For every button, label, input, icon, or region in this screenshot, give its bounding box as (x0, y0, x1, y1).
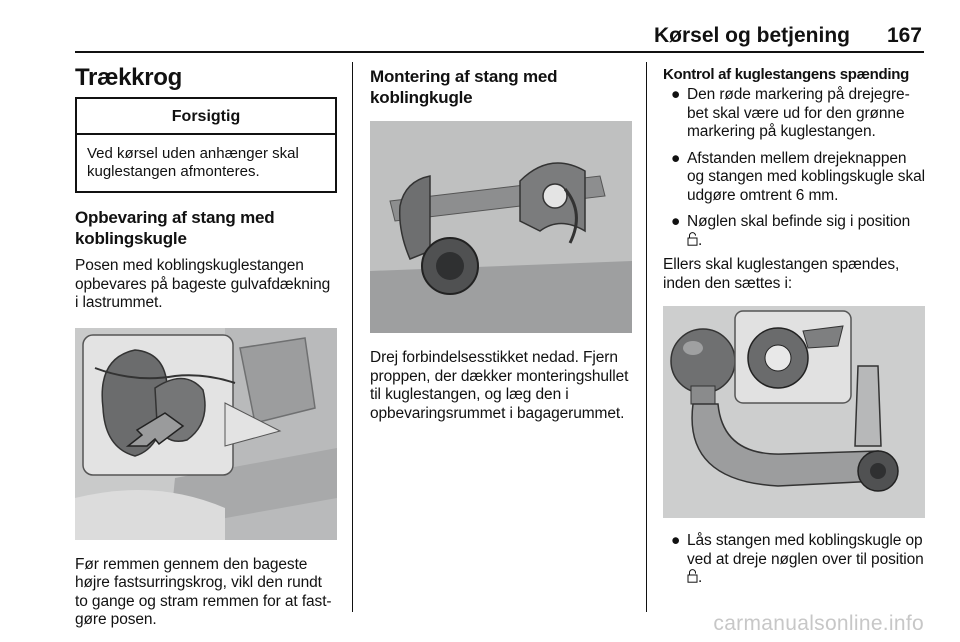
caution-title: Forsigtig (77, 99, 335, 135)
page-number: 167 (886, 24, 922, 47)
column-2 (370, 62, 632, 423)
mounting-text: Drej forbindelsesstikket nedad. Fjern proppen, der dækker monteringshullet til kuglestangen, og læg den i opbevaringsrummet i bagagerummet. (370, 349, 629, 422)
storage-heading: Opbevaring af stang med koblingskugle (75, 208, 275, 248)
list-item (663, 150, 925, 206)
lock-position-icon (687, 232, 698, 246)
bullet-dot-icon: ● (671, 149, 681, 167)
check-bullet-list (663, 86, 925, 250)
check-heading: Kontrol af kuglestangens spænding (663, 66, 909, 83)
caution-text: Ved kørsel uden anhænger skal kuglestangen afmonteres. (87, 145, 299, 180)
ball-rod-drawing (663, 306, 925, 518)
bullet-text: Den røde markering på drejegrebet skal være ud for den grønne markering på kuglestangen. (687, 86, 910, 140)
bullet-dot-icon: ● (671, 213, 681, 230)
connector-socket-illustration (370, 121, 632, 333)
lock-bullet-list (663, 532, 925, 588)
otherwise-text: Ellers skal kuglestangen spændes, inden den sættes i: (663, 256, 900, 292)
strap-instruction-text: Før remmen gennem den bageste højre fastsurringskrog, vikl den rundt to gange og stram remmen for at fastgøre posen. (75, 555, 332, 628)
storage-text: Posen med koblingskuglestangen opbevares på bageste gulvafdækning i lastrummet. (75, 257, 331, 311)
bullet-text: Lås stangen med koblingskugle op ved at dreje nøglen over til position (687, 532, 924, 568)
column-1 (75, 62, 337, 630)
caution-box (75, 97, 337, 193)
bullet-dot-icon: ● (671, 86, 681, 103)
connector-socket-drawing (370, 121, 632, 333)
bullet-text: Afstanden mellem drejeknappen og stangen med koblingskugle skal udgøre omtrent 6 mm. (687, 149, 925, 204)
section-title: Kørsel og betjening (653, 24, 850, 47)
ball-rod-illustration (663, 306, 925, 518)
bullet-text-end: . (698, 231, 703, 249)
list-item (663, 86, 925, 142)
list-item (663, 532, 925, 588)
mounting-heading: Montering af stang med koblingkugle (370, 67, 558, 107)
page-header (0, 0, 960, 56)
column-divider-2 (646, 62, 647, 612)
trunk-bag-drawing (75, 328, 337, 540)
header-rule (75, 51, 924, 53)
trunk-bag-illustration (75, 328, 337, 540)
list-item (663, 213, 925, 250)
bullet-dot-icon: ● (671, 532, 681, 549)
unlock-position-icon (687, 569, 698, 583)
page-heading: Trækkrog (75, 64, 182, 91)
column-divider-1 (352, 62, 353, 612)
watermark: carmanualsonline.info (713, 612, 924, 635)
bullet-text-end: . (698, 569, 703, 586)
column-3 (663, 62, 925, 596)
bullet-text: Nøglen skal befinde sig i position (687, 213, 911, 230)
